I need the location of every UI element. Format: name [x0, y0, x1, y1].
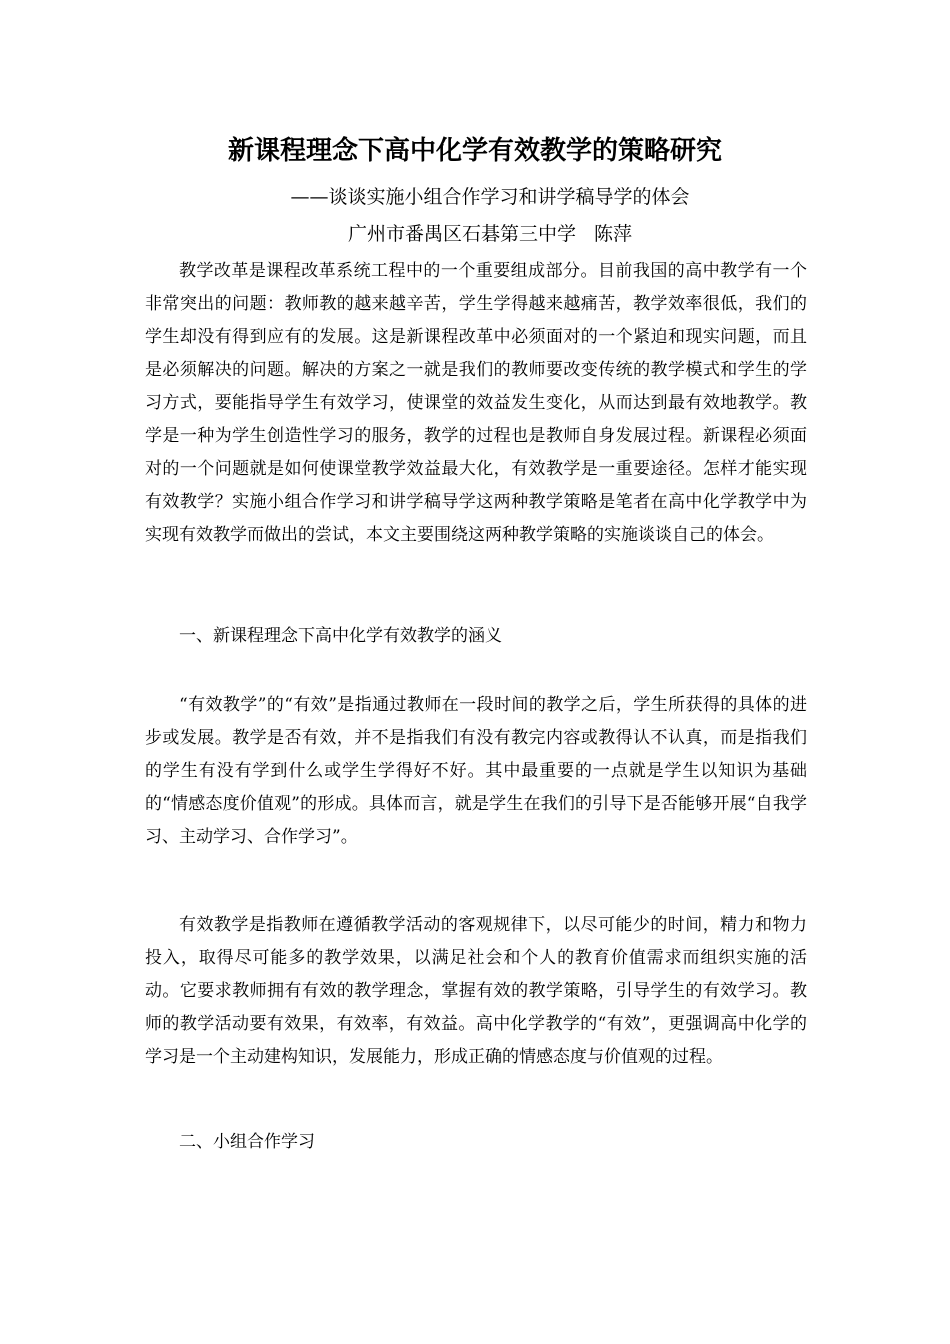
paragraph-effective-meaning: “有效教学”的“有效”是指通过教师在一段时间的教学之后，学生所获得的具体的进步或发展。教学是否有效，并不是指我们有没有教完内容或教得认不认真，而是指我们的学生有没有学到什么或学生学得好不好。其中最重要的一点就是学生以知识为基础的“情感态度价值观”的形成。具体而言，就是学生在我们的引导下是否能够开展“自我学习、主动学习、合作学习”。 — [145, 695, 807, 847]
document-author: 广州市番禺区石碁第三中学 陈萍 — [347, 223, 633, 245]
document-title: 新课程理念下高中化学有效教学的策略研究 — [227, 136, 722, 166]
section-heading-1: 一、新课程理念下高中化学有效教学的涵义 — [179, 626, 502, 646]
paragraph-intro: 教学改革是课程改革系统工程中的一个重要组成部分。目前我国的高中教学有一个非常突出的问题：教师教的越来越辛苦，学生学得越来越痛苦，教学效率很低，我们的学生却没有得到应有的发展。这是新课程改革中必须面对的一个紧迫和现实问题，而且是必须解决的问题。解决的方案之一就是我们的教师要改变传统的教学模式和学生的学习方式，要能指导学生有效学习，使课堂的效益发生变化，从而达到最有效地教学。教学是一种为学生创造性学习的服务，教学的过程也是教师自身发展过程。新课程必须面对的一个问题就是如何使课堂教学效益最大化，有效教学是一重要途径。怎样才能实现有效教学？实施小组合作学习和讲学稿导学这两种教学策略是笔者在高中化学教学中为实现有效教学而做出的尝试，本文主要围绕这两种教学策略的实施谈谈自己的体会。 — [145, 261, 807, 545]
paragraph-effective-teaching: 有效教学是指教师在遵循教学活动的客观规律下，以尽可能少的时间，精力和物力投入，取得尽可能多的教学效果，以满足社会和个人的教育价值需求而组织实施的活动。它要求教师拥有有效的教学理念，掌握有效的教学策略，引导学生的有效学习。教师的教学活动要有效果，有效率，有效益。高中化学教学的“有效”，更强调高中化学的学习是一个主动建构知识，发展能力，形成正确的情感态度与价值观的过程。 — [145, 915, 807, 1067]
document-subtitle: ——谈谈实施小组合作学习和讲学稿导学的体会 — [290, 186, 690, 208]
section-heading-2: 二、小组合作学习 — [179, 1132, 315, 1152]
